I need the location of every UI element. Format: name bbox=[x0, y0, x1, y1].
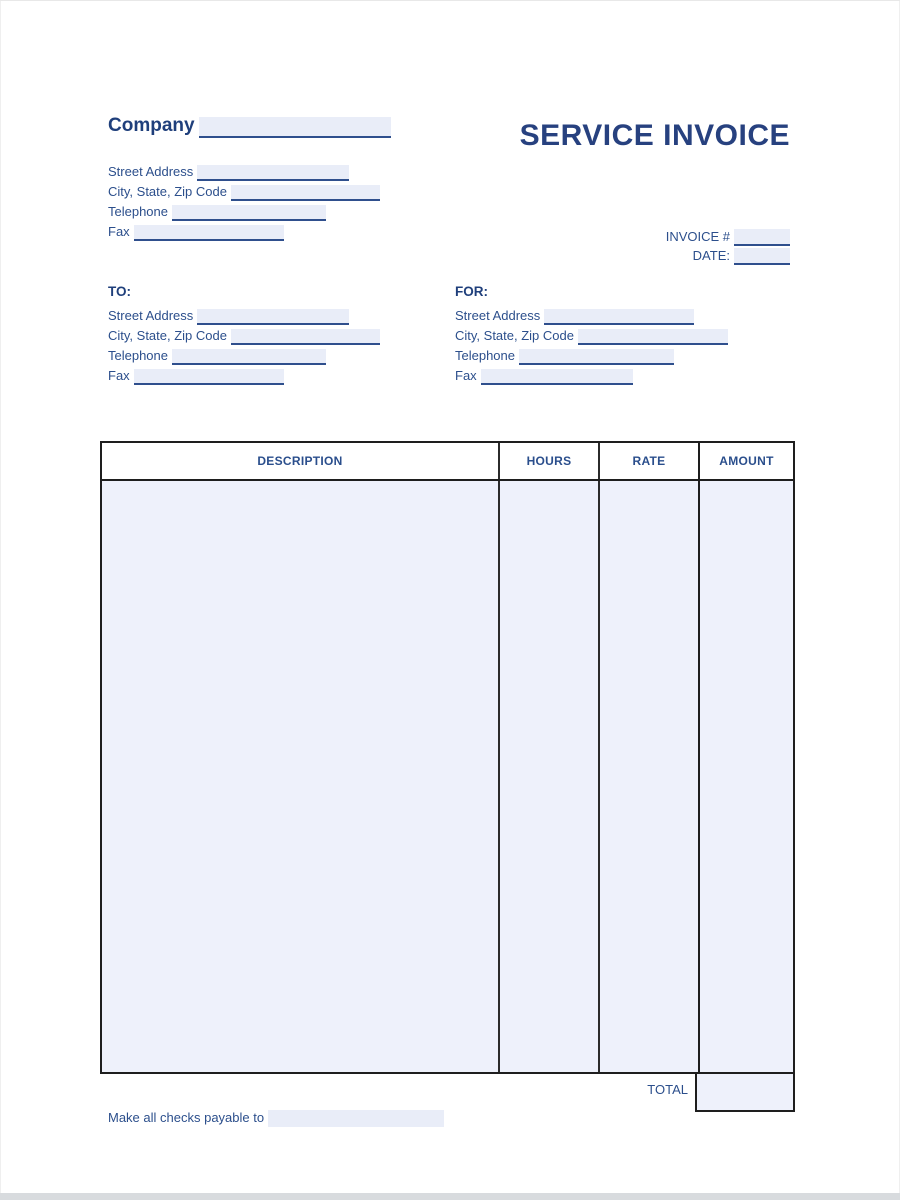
for-address-block bbox=[455, 306, 728, 386]
for-telephone-line bbox=[455, 346, 728, 366]
company-fax-line bbox=[108, 222, 380, 242]
invoice-meta-block bbox=[666, 227, 790, 265]
company-address-block bbox=[108, 162, 380, 242]
company-field[interactable] bbox=[199, 117, 391, 138]
line-item-table bbox=[100, 441, 795, 1074]
for-fax-line bbox=[455, 366, 728, 386]
company-label: Company bbox=[108, 115, 195, 136]
fax-label: Fax bbox=[108, 224, 130, 239]
company-telephone-line bbox=[108, 202, 380, 222]
to-fax-field[interactable] bbox=[134, 369, 284, 385]
company-telephone-field[interactable] bbox=[172, 205, 326, 221]
header-hours: HOURS bbox=[498, 443, 598, 479]
page-edge-left bbox=[0, 1, 1, 1200]
telephone-label: Telephone bbox=[108, 348, 168, 363]
city-state-zip-label: City, State, Zip Code bbox=[108, 328, 227, 343]
table-row bbox=[102, 481, 793, 1072]
to-heading: TO: bbox=[108, 284, 131, 299]
table-header-row bbox=[102, 443, 793, 481]
for-city-line bbox=[455, 326, 728, 346]
for-telephone-field[interactable] bbox=[519, 349, 674, 365]
for-fax-field[interactable] bbox=[481, 369, 633, 385]
date-label: DATE: bbox=[692, 248, 730, 263]
company-heading bbox=[108, 113, 391, 139]
header-amount: AMOUNT bbox=[698, 443, 793, 479]
to-telephone-field[interactable] bbox=[172, 349, 326, 365]
hours-cell[interactable] bbox=[498, 481, 598, 1072]
date-field[interactable] bbox=[734, 248, 790, 265]
rate-cell[interactable] bbox=[598, 481, 698, 1072]
city-state-zip-label: City, State, Zip Code bbox=[455, 328, 574, 343]
company-fax-field[interactable] bbox=[134, 225, 284, 241]
telephone-label: Telephone bbox=[108, 204, 168, 219]
for-heading: FOR: bbox=[455, 284, 488, 299]
checks-payable-field[interactable] bbox=[268, 1110, 444, 1127]
company-street-field[interactable] bbox=[197, 165, 349, 181]
to-street-field[interactable] bbox=[197, 309, 349, 325]
company-city-line bbox=[108, 182, 380, 202]
total-amount-field[interactable] bbox=[695, 1072, 795, 1112]
to-city-field[interactable] bbox=[231, 329, 380, 345]
header-description: DESCRIPTION bbox=[257, 454, 343, 468]
description-cell[interactable] bbox=[102, 481, 498, 1072]
for-street-field[interactable] bbox=[544, 309, 694, 325]
for-city-field[interactable] bbox=[578, 329, 728, 345]
to-address-block bbox=[108, 306, 380, 386]
street-address-label: Street Address bbox=[455, 308, 541, 323]
to-city-line bbox=[108, 326, 380, 346]
total-label: TOTAL bbox=[647, 1082, 688, 1097]
invoice-number-label: INVOICE # bbox=[665, 229, 730, 244]
invoice-date-line bbox=[666, 246, 790, 265]
to-fax-line bbox=[108, 366, 380, 386]
company-city-field[interactable] bbox=[231, 185, 380, 201]
checks-payable-label: Make all checks payable to bbox=[108, 1110, 265, 1125]
telephone-label: Telephone bbox=[455, 348, 515, 363]
invoice-number-line bbox=[666, 227, 790, 246]
invoice-number-field[interactable] bbox=[734, 229, 790, 246]
page-title: SERVICE INVOICE bbox=[519, 119, 790, 152]
city-state-zip-label: City, State, Zip Code bbox=[108, 184, 227, 199]
fax-label: Fax bbox=[455, 368, 477, 383]
fax-label: Fax bbox=[108, 368, 130, 383]
page-edge-bottom bbox=[0, 1193, 900, 1200]
header-rate: RATE bbox=[598, 443, 698, 479]
to-telephone-line bbox=[108, 346, 380, 366]
checks-payable-line bbox=[108, 1108, 444, 1125]
company-street-line bbox=[108, 162, 380, 182]
amount-cell[interactable] bbox=[698, 481, 793, 1072]
for-street-line bbox=[455, 306, 728, 326]
to-street-line bbox=[108, 306, 380, 326]
street-address-label: Street Address bbox=[108, 308, 194, 323]
street-address-label: Street Address bbox=[108, 164, 194, 179]
